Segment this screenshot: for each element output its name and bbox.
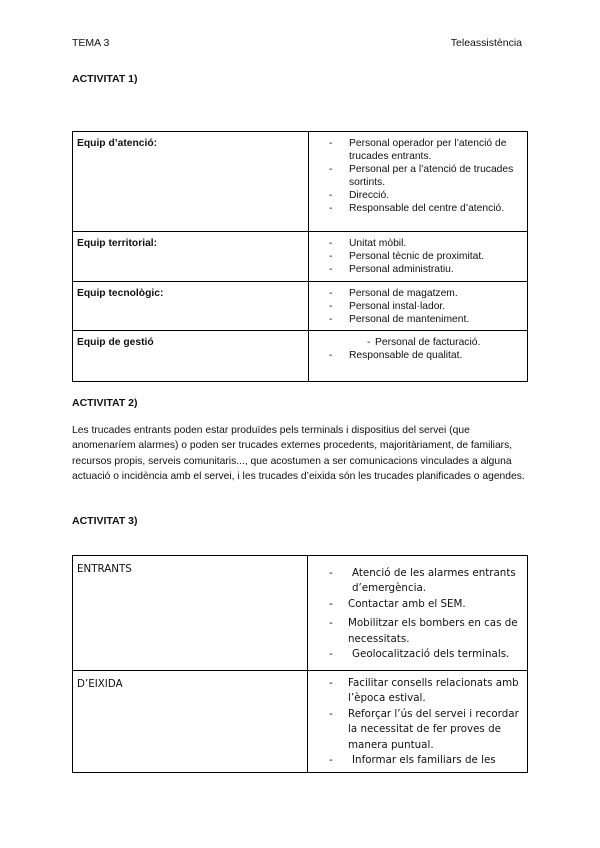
- list-item: - Geolocalització dels terminals.: [324, 647, 521, 662]
- call-type-actions: [308, 556, 528, 671]
- team-label: Equip d’atenció:: [73, 132, 309, 232]
- call-type-label: ENTRANTS: [73, 556, 308, 671]
- call-type-actions: [308, 671, 528, 773]
- team-members: [309, 331, 528, 382]
- activitat-1-table: [72, 131, 528, 382]
- list-item: - Personal tècnic de proximitat.: [325, 250, 523, 263]
- list-item: - Mobilitzar els bombers en cas de necessitats.: [324, 616, 521, 647]
- header-subject: Teleassistència: [450, 37, 522, 49]
- list-item: - Unitat mòbil.: [325, 237, 523, 250]
- team-label: Equip territorial:: [73, 232, 309, 282]
- list-item: - Responsable de qualitat.: [325, 349, 523, 362]
- list-item: - Personal de facturació.: [325, 336, 523, 349]
- list-item: - Reforçar l’ús del servei i recordar la necessitat de fer proves de manera puntual.: [324, 707, 521, 753]
- activitat-3-table: [72, 555, 528, 773]
- table-row: [73, 132, 528, 232]
- activitat-1-heading: ACTIVITAT 1): [72, 73, 138, 85]
- list-item: - Informar els familiars de les: [324, 753, 521, 768]
- list-item: - Contactar amb el SEM.: [324, 597, 521, 612]
- table-row: [73, 331, 528, 382]
- header-topic: TEMA 3: [72, 37, 110, 49]
- table-row: [73, 671, 528, 773]
- list-item: - Personal per a l’atenció de trucades sortints.: [325, 163, 523, 189]
- team-label: Equip de gestió: [73, 331, 309, 382]
- table-row: [73, 282, 528, 331]
- team-members: [309, 132, 528, 232]
- call-type-label: D’EIXIDA: [73, 671, 308, 773]
- team-members: [309, 282, 528, 331]
- activitat-2-heading: ACTIVITAT 2): [72, 397, 138, 409]
- list-item: - Atenció de les alarmes entrants d’emergència.: [324, 566, 521, 597]
- activitat-2-paragraph: [72, 423, 532, 485]
- paragraph-text: Les trucades entrants poden estar produïdes pels terminals i dispositius del servei (que anomenaríem alarmes) o poden ser trucades externes procedents, majoritàriament, de familiars, recursos propis, serveis comunitaris..., que acostumen a ser comunicacions vinculades a alguna actuació o incidència amb el servei, i les trucades d’eixida són les trucades planificades o agendes.: [72, 425, 525, 483]
- list-item: - Personal operador per l’atenció de trucades entrants.: [325, 137, 523, 163]
- list-item: - Personal instal·lador.: [325, 300, 523, 313]
- team-label: Equip tecnològic:: [73, 282, 309, 331]
- list-item: - Personal de manteniment.: [325, 313, 523, 326]
- table-row: [73, 556, 528, 671]
- list-item: - Personal de magatzem.: [325, 287, 523, 300]
- list-item: - Facilitar consells relacionats amb l’època estival.: [324, 676, 521, 707]
- activitat-3-heading: ACTIVITAT 3): [72, 515, 138, 527]
- table-row: [73, 232, 528, 282]
- list-item: - Personal administratiu.: [325, 263, 523, 276]
- list-item: - Responsable del centre d’atenció.: [325, 202, 523, 215]
- list-item: - Direcció.: [325, 189, 523, 202]
- team-members: [309, 232, 528, 282]
